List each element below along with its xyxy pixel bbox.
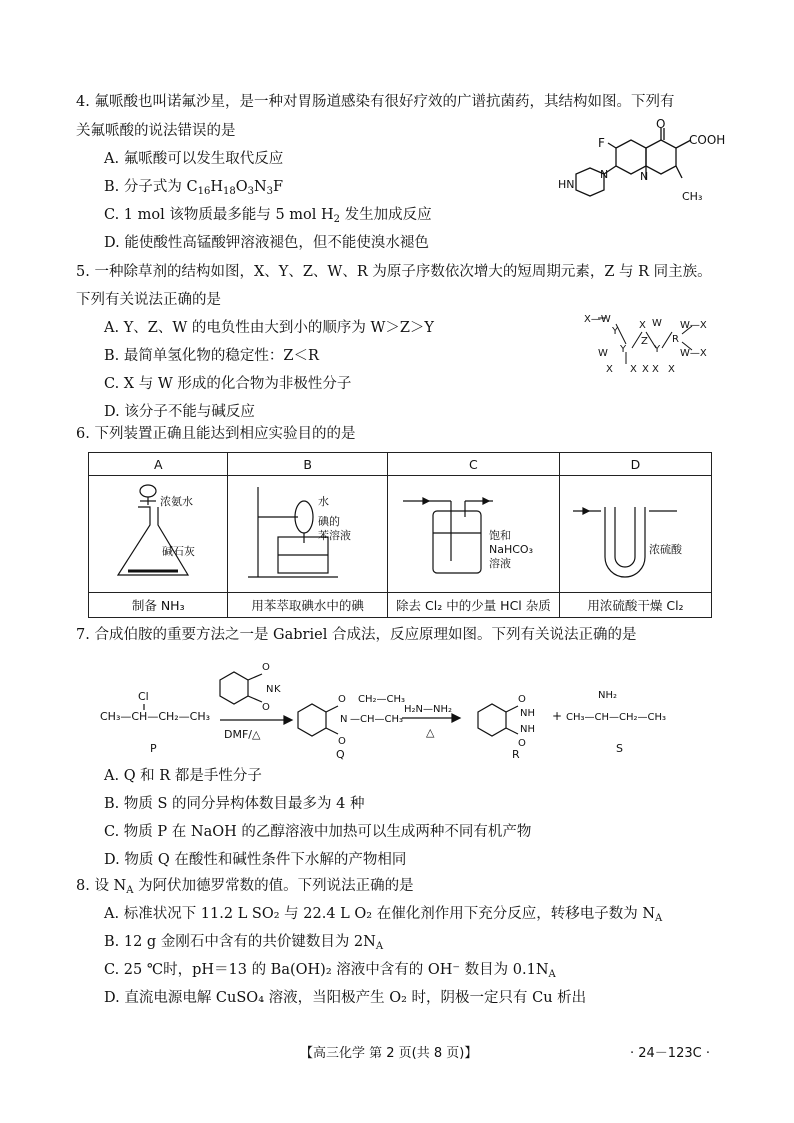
q4-fig-ch3: CH₃ (682, 190, 703, 203)
q7-reaction-figure (100, 650, 700, 760)
svg-text:溶液: 溶液 (489, 556, 512, 570)
svg-text:O: O (262, 702, 270, 713)
footer-code: · 24－123C · (630, 1046, 710, 1061)
svg-text:Cl: Cl (138, 690, 149, 703)
q6-head-a: A (89, 453, 228, 476)
q6-fig-c (387, 476, 559, 593)
q4-fig-cooh: COOH (689, 133, 726, 147)
svg-text:水: 水 (317, 494, 329, 508)
q4-option-b: B. 分子式为 $C_{16}H_{18}O_3N_3F$ (104, 179, 284, 197)
svg-text:X—W: X—W (584, 314, 611, 325)
q6-apparatus-table (88, 452, 712, 618)
svg-text:—CH—CH₃: —CH—CH₃ (350, 714, 404, 725)
q5-stem-line1: 5. 一种除草剂的结构如图，X、Y、Z、W、R 为原子序数依次增大的短周期元素，Z 与 R 同主族。 (76, 264, 712, 280)
svg-text:Z: Z (641, 336, 648, 347)
svg-text:X X: X X (642, 364, 659, 375)
q6-head-b: B (228, 453, 387, 476)
svg-text:+: + (552, 709, 563, 723)
svg-text:O: O (338, 694, 346, 705)
svg-text:S: S (616, 742, 623, 755)
q4-fig-n: N (600, 168, 609, 181)
svg-text:Y: Y (612, 326, 619, 337)
svg-text:NH: NH (520, 724, 535, 735)
svg-text:N: N (266, 684, 274, 695)
svg-text:NH: NH (520, 708, 535, 719)
svg-text:△: △ (426, 726, 435, 739)
svg-text:O: O (518, 694, 526, 705)
q4-option-d: D. 能使酸性高锰酸钾溶液褪色，但不能使溴水褪色 (104, 235, 429, 251)
q4-stem-line1: 4. 氟哌酸也叫诺氟沙星，是一种对胃肠道感染有很好疗效的广谱抗菌药，其结构如图。下列有 (76, 94, 675, 110)
q4-option-a: A. 氟哌酸可以发生取代反应 (104, 151, 284, 167)
svg-text:W—X: W—X (680, 348, 707, 359)
svg-text:X: X (606, 364, 613, 375)
q8-stem: 8. 设 $N_A$ 为阿伏加德罗常数的值。下列说法正确的是 (76, 878, 414, 896)
svg-text:O: O (262, 662, 270, 673)
svg-text:CH₂—CH₃: CH₂—CH₃ (358, 694, 406, 705)
q4-fig-f: F (598, 136, 605, 150)
q4-structure-figure (556, 118, 736, 214)
svg-text:碱石灰: 碱石灰 (162, 544, 196, 558)
svg-text:饱和: 饱和 (489, 528, 512, 542)
svg-text:W—X: W—X (680, 320, 707, 331)
q7-option-a: A. Q 和 R 都是手性分子 (104, 768, 262, 784)
q8-option-c: C. 25 ℃时，pH＝13 的 Ba(OH)₂ 溶液中含有的 OH⁻ 数目为 $0.1N_A$ (104, 962, 556, 980)
svg-text:NaHCO₃: NaHCO₃ (489, 542, 534, 556)
q6-cap-c: 除去 Cl₂ 中的少量 HCl 杂质 (387, 593, 559, 618)
q5-option-d: D. 该分子不能与碱反应 (104, 404, 255, 420)
svg-text:R: R (512, 748, 520, 760)
svg-text:X: X (630, 364, 637, 375)
svg-text:W: W (598, 348, 608, 359)
q8-option-d: D. 直流电源电解 CuSO₄ 溶液，当阳极产生 O₂ 时，阴极一定只有 Cu 析出 (104, 990, 587, 1006)
footer-page-label: 【高三化学 第 2 页(共 8 页)】 (300, 1046, 478, 1061)
q7-stem: 7. 合成伯胺的重要方法之一是 Gabriel 合成法，反应原理如图。下列有关说法正确的是 (76, 627, 637, 643)
q6-head-c: C (387, 453, 559, 476)
q5-stem-line2: 下列有关说法正确的是 (76, 292, 221, 308)
q4-fig-n2: N (640, 170, 649, 183)
svg-text:X: X (668, 364, 675, 375)
svg-text:苯溶液: 苯溶液 (317, 528, 351, 542)
q5-option-b: B. 最简单氢化物的稳定性：Z＜R (104, 348, 319, 364)
q6-cap-d: 用浓硫酸干燥 Cl₂ (559, 593, 711, 618)
svg-text:N: N (340, 714, 348, 725)
svg-text:P: P (150, 742, 157, 755)
q8-option-a: A. 标准状况下 11.2 L SO₂ 与 22.4 L O₂ 在催化剂作用下充分反应，转移电子数为 $N_A$ (104, 906, 663, 924)
q4-stem-line2: 关氟哌酸的说法错误的是 (76, 123, 236, 139)
svg-text:DMF/△: DMF/△ (224, 728, 261, 741)
svg-text:CH₃—CH—CH₂—CH₃: CH₃—CH—CH₂—CH₃ (566, 712, 667, 723)
q5-option-c: C. X 与 W 形成的化合物为非极性分子 (104, 376, 352, 392)
svg-text:Y: Y (654, 344, 661, 355)
svg-text:R: R (672, 334, 679, 345)
q6-stem: 6. 下列装置正确且能达到相应实验目的的是 (76, 426, 356, 442)
q4-option-c: C. 1 mol 该物质最多能与 5 mol $H_2$ 发生加成反应 (104, 207, 432, 225)
svg-text:浓硫酸: 浓硫酸 (649, 542, 683, 556)
svg-text:W: W (652, 318, 662, 329)
svg-text:Y: Y (620, 344, 627, 355)
svg-text:O: O (518, 738, 526, 749)
q7-option-c: C. 物质 P 在 NaOH 的乙醇溶液中加热可以生成两种不同有机产物 (104, 824, 532, 840)
q8-option-b: B. 12 g 金刚石中含有的共价键数目为 $2N_A$ (104, 934, 384, 952)
q6-fig-d (559, 476, 711, 593)
q6-cap-a: 制备 NH₃ (89, 593, 228, 618)
svg-text:CH₃—CH—CH₂—CH₃: CH₃—CH—CH₂—CH₃ (100, 710, 211, 723)
q6-cap-b: 用苯萃取碘水中的碘 (228, 593, 387, 618)
q5-option-a: A. Y、Z、W 的电负性由大到小的顺序为 W＞Z＞Y (104, 320, 435, 336)
svg-text:K: K (274, 684, 281, 695)
svg-text:Q: Q (336, 748, 345, 760)
svg-text:H₂N—NH₂: H₂N—NH₂ (404, 704, 453, 715)
q6-head-d: D (559, 453, 711, 476)
q7-option-d: D. 物质 Q 在酸性和碱性条件下水解的产物相同 (104, 852, 407, 868)
q4-fig-hn: HN (558, 178, 575, 191)
q6-fig-b (228, 476, 387, 593)
svg-text:X: X (639, 320, 646, 331)
svg-text:O: O (338, 736, 346, 747)
q4-fig-o: O (656, 118, 666, 131)
svg-text:浓氨水: 浓氨水 (160, 494, 194, 508)
q6-fig-a (89, 476, 228, 593)
q7-option-b: B. 物质 S 的同分异构体数目最多为 4 种 (104, 796, 365, 812)
q5-structure-figure (584, 304, 714, 384)
svg-text:NH₂: NH₂ (598, 690, 618, 701)
svg-text:碘的: 碘的 (317, 514, 340, 528)
